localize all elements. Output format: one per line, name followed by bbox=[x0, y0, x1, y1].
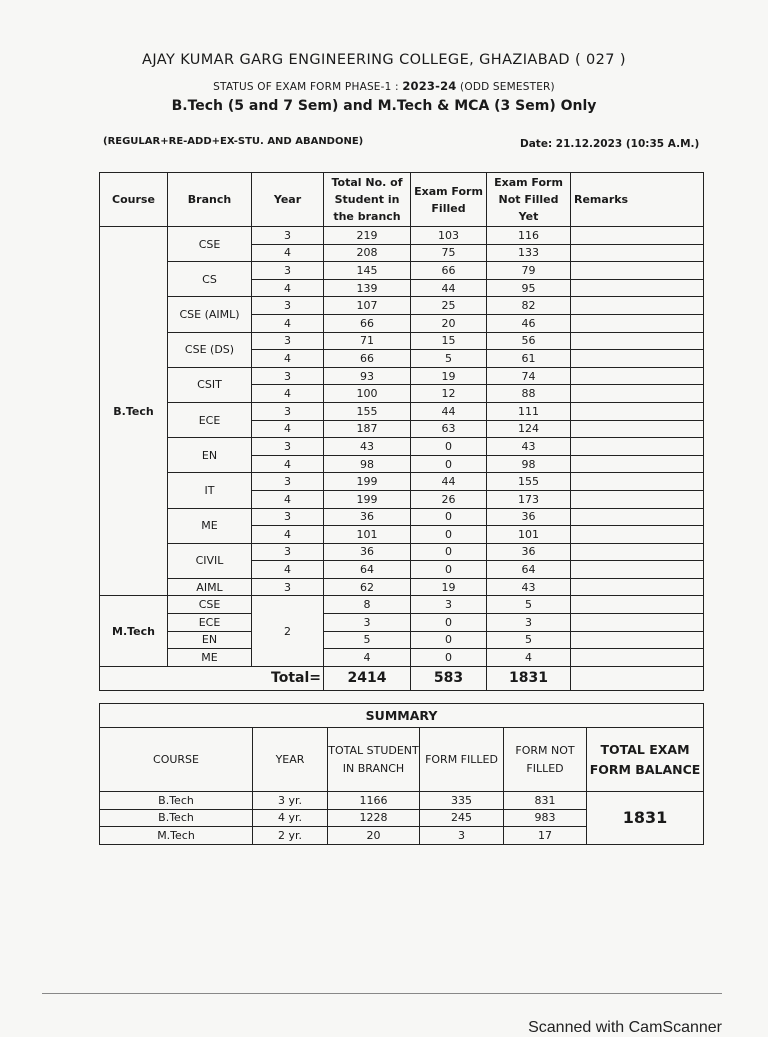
remarks-cell bbox=[571, 631, 704, 649]
remarks-cell bbox=[571, 526, 704, 544]
filled-cell: 66 bbox=[411, 262, 487, 280]
table-row bbox=[100, 508, 704, 526]
filled-cell: 20 bbox=[411, 314, 487, 332]
total-cell: 62 bbox=[324, 578, 411, 596]
filled-cell: 0 bbox=[411, 561, 487, 579]
summary-total: 20 bbox=[328, 827, 420, 845]
total-cell: 36 bbox=[324, 543, 411, 561]
filled-cell: 0 bbox=[411, 631, 487, 649]
summary-header-year: YEAR bbox=[253, 728, 328, 792]
total-cell: 98 bbox=[324, 455, 411, 473]
table-row bbox=[100, 473, 704, 491]
filled-cell: 63 bbox=[411, 420, 487, 438]
not-filled-cell: 56 bbox=[487, 332, 571, 350]
year-cell: 3 bbox=[252, 438, 324, 456]
year-cell: 4 bbox=[252, 314, 324, 332]
branch-cell: CSE (AIML) bbox=[168, 297, 252, 332]
total-cell: 155 bbox=[324, 402, 411, 420]
status-line bbox=[0, 79, 768, 93]
table-row bbox=[100, 262, 704, 280]
not-filled-cell: 98 bbox=[487, 455, 571, 473]
year-cell: 3 bbox=[252, 262, 324, 280]
total-cell: 36 bbox=[324, 508, 411, 526]
remarks-cell bbox=[571, 455, 704, 473]
year-cell: 4 bbox=[252, 455, 324, 473]
total-cell: 71 bbox=[324, 332, 411, 350]
summary-course: M.Tech bbox=[100, 827, 253, 845]
total-cell: 199 bbox=[324, 473, 411, 491]
not-filled-cell: 95 bbox=[487, 279, 571, 297]
year-cell: 3 bbox=[252, 543, 324, 561]
summary-not-filled: 831 bbox=[504, 792, 587, 810]
filled-cell: 44 bbox=[411, 279, 487, 297]
year-cell: 4 bbox=[252, 279, 324, 297]
total-cell: 208 bbox=[324, 244, 411, 262]
not-filled-cell: 88 bbox=[487, 385, 571, 403]
table-row bbox=[100, 438, 704, 456]
year-cell: 4 bbox=[252, 526, 324, 544]
total-cell: 43 bbox=[324, 438, 411, 456]
total-cell: 187 bbox=[324, 420, 411, 438]
exam-form-status-table bbox=[99, 172, 704, 691]
not-filled-cell: 36 bbox=[487, 543, 571, 561]
summary-header-total: TOTAL STUDENT IN BRANCH bbox=[328, 728, 420, 792]
summary-year: 2 yr. bbox=[253, 827, 328, 845]
total-cell: 64 bbox=[324, 561, 411, 579]
branch-cell: CSE (DS) bbox=[168, 332, 252, 367]
branch-cell: ME bbox=[168, 649, 252, 667]
table-row bbox=[100, 614, 704, 632]
total-cell: 66 bbox=[324, 350, 411, 368]
year-cell: 2 bbox=[252, 596, 324, 666]
course-cell: M.Tech bbox=[100, 596, 168, 666]
remarks-cell bbox=[571, 420, 704, 438]
filled-cell: 0 bbox=[411, 508, 487, 526]
table-row bbox=[100, 543, 704, 561]
report-date: Date: 21.12.2023 (10:35 A.M.) bbox=[520, 138, 700, 150]
branch-cell: ECE bbox=[168, 614, 252, 632]
year-cell: 4 bbox=[252, 561, 324, 579]
not-filled-cell: 74 bbox=[487, 367, 571, 385]
table-row bbox=[100, 631, 704, 649]
total-cell: 66 bbox=[324, 314, 411, 332]
summary-year: 4 yr. bbox=[253, 809, 328, 827]
filled-cell: 0 bbox=[411, 438, 487, 456]
remarks-cell bbox=[571, 649, 704, 667]
year-cell: 3 bbox=[252, 578, 324, 596]
summary-filled: 3 bbox=[420, 827, 504, 845]
table-row bbox=[100, 402, 704, 420]
programs-subtitle: B.Tech (5 and 7 Sem) and M.Tech & MCA (3 Sem) Only bbox=[171, 98, 597, 114]
header-remarks: Remarks bbox=[571, 173, 704, 227]
not-filled-cell: 111 bbox=[487, 402, 571, 420]
remarks-cell bbox=[571, 543, 704, 561]
not-filled-cell: 124 bbox=[487, 420, 571, 438]
remarks-cell bbox=[571, 297, 704, 315]
not-filled-cell: 3 bbox=[487, 614, 571, 632]
branch-cell: ME bbox=[168, 508, 252, 543]
year-cell: 4 bbox=[252, 244, 324, 262]
filled-cell: 19 bbox=[411, 367, 487, 385]
not-filled-cell: 46 bbox=[487, 314, 571, 332]
year-cell: 3 bbox=[252, 367, 324, 385]
summary-total: 1166 bbox=[328, 792, 420, 810]
summary-not-filled: 983 bbox=[504, 809, 587, 827]
branch-cell: AIML bbox=[168, 578, 252, 596]
table-row bbox=[100, 596, 704, 614]
not-filled-cell: 133 bbox=[487, 244, 571, 262]
header-form-filled: Exam Form Filled bbox=[411, 173, 487, 227]
table-row bbox=[100, 578, 704, 596]
header-year: Year bbox=[252, 173, 324, 227]
header-course: Course bbox=[100, 173, 168, 227]
total-cell: 139 bbox=[324, 279, 411, 297]
filled-cell: 12 bbox=[411, 385, 487, 403]
filled-cell: 0 bbox=[411, 614, 487, 632]
remarks-cell bbox=[571, 244, 704, 262]
filled-cell: 5 bbox=[411, 350, 487, 368]
not-filled-cell: 4 bbox=[487, 649, 571, 667]
not-filled-cell: 36 bbox=[487, 508, 571, 526]
year-cell: 4 bbox=[252, 490, 324, 508]
student-category: (REGULAR+RE-ADD+EX-STU. AND ABANDONE) bbox=[103, 136, 364, 147]
year-cell: 3 bbox=[252, 297, 324, 315]
year-cell: 4 bbox=[252, 350, 324, 368]
summary-filled: 245 bbox=[420, 809, 504, 827]
remarks-cell bbox=[571, 332, 704, 350]
header-branch: Branch bbox=[168, 173, 252, 227]
total-cell: 145 bbox=[324, 262, 411, 280]
remarks-cell bbox=[571, 262, 704, 280]
remarks-cell bbox=[571, 227, 704, 245]
filled-cell: 0 bbox=[411, 543, 487, 561]
remarks-cell bbox=[571, 578, 704, 596]
remarks-cell bbox=[571, 666, 704, 690]
total-cell: 107 bbox=[324, 297, 411, 315]
not-filled-cell: 82 bbox=[487, 297, 571, 315]
filled-cell: 26 bbox=[411, 490, 487, 508]
year-cell: 3 bbox=[252, 227, 324, 245]
remarks-cell bbox=[571, 402, 704, 420]
status-suffix: (ODD SEMESTER) bbox=[456, 81, 555, 93]
branch-cell: EN bbox=[168, 438, 252, 473]
branch-cell: IT bbox=[168, 473, 252, 508]
branch-cell: CIVIL bbox=[168, 543, 252, 578]
remarks-cell bbox=[571, 561, 704, 579]
summary-header-row bbox=[100, 728, 704, 792]
status-prefix: STATUS OF EXAM FORM PHASE-1 : bbox=[213, 81, 403, 93]
branch-cell: CSE bbox=[168, 596, 252, 614]
page-bottom-rule bbox=[42, 993, 722, 994]
college-title: AJAY KUMAR GARG ENGINEERING COLLEGE, GHAZIABAD ( 027 ) bbox=[142, 52, 626, 68]
year-cell: 4 bbox=[252, 385, 324, 403]
remarks-cell bbox=[571, 473, 704, 491]
summary-course: B.Tech bbox=[100, 792, 253, 810]
not-filled-cell: 155 bbox=[487, 473, 571, 491]
total-cell: 101 bbox=[324, 526, 411, 544]
total-cell: 4 bbox=[324, 649, 411, 667]
table-row bbox=[100, 367, 704, 385]
summary-header-balance: TOTAL EXAM FORM BALANCE bbox=[587, 728, 704, 792]
total-cell: 93 bbox=[324, 367, 411, 385]
not-filled-cell: 5 bbox=[487, 631, 571, 649]
course-cell: B.Tech bbox=[100, 227, 168, 596]
remarks-cell bbox=[571, 367, 704, 385]
not-filled-cell: 43 bbox=[487, 438, 571, 456]
table-body bbox=[100, 227, 704, 691]
remarks-cell bbox=[571, 490, 704, 508]
filled-cell: 44 bbox=[411, 473, 487, 491]
year-cell: 3 bbox=[252, 332, 324, 350]
grand-total: 2414 bbox=[324, 666, 411, 690]
summary-header-filled: FORM FILLED bbox=[420, 728, 504, 792]
header-form-not-filled: Exam Form Not Filled Yet bbox=[487, 173, 571, 227]
summary-row bbox=[100, 792, 704, 810]
table-row bbox=[100, 332, 704, 350]
filled-cell: 25 bbox=[411, 297, 487, 315]
remarks-cell bbox=[571, 279, 704, 297]
not-filled-cell: 101 bbox=[487, 526, 571, 544]
summary-header-not-filled: FORM NOT FILLED bbox=[504, 728, 587, 792]
filled-cell: 0 bbox=[411, 455, 487, 473]
filled-cell: 103 bbox=[411, 227, 487, 245]
total-cell: 5 bbox=[324, 631, 411, 649]
remarks-cell bbox=[571, 350, 704, 368]
year-cell: 3 bbox=[252, 402, 324, 420]
remarks-cell bbox=[571, 614, 704, 632]
scanner-watermark: Scanned with CamScanner bbox=[528, 1019, 722, 1036]
grand-not-filled: 1831 bbox=[487, 666, 571, 690]
header-total-students: Total No. of Student in the branch bbox=[324, 173, 411, 227]
branch-cell: EN bbox=[168, 631, 252, 649]
remarks-cell bbox=[571, 438, 704, 456]
remarks-cell bbox=[571, 508, 704, 526]
filled-cell: 0 bbox=[411, 649, 487, 667]
total-cell: 100 bbox=[324, 385, 411, 403]
summary-header-course: COURSE bbox=[100, 728, 253, 792]
year-cell: 3 bbox=[252, 473, 324, 491]
year-cell: 4 bbox=[252, 420, 324, 438]
branch-cell: CS bbox=[168, 262, 252, 297]
total-label: Total= bbox=[100, 666, 324, 690]
table-header-row bbox=[100, 173, 704, 227]
filled-cell: 3 bbox=[411, 596, 487, 614]
summary-total: 1228 bbox=[328, 809, 420, 827]
summary-course: B.Tech bbox=[100, 809, 253, 827]
not-filled-cell: 173 bbox=[487, 490, 571, 508]
summary-title: SUMMARY bbox=[100, 704, 704, 728]
remarks-cell bbox=[571, 596, 704, 614]
filled-cell: 44 bbox=[411, 402, 487, 420]
not-filled-cell: 64 bbox=[487, 561, 571, 579]
table-row bbox=[100, 649, 704, 667]
summary-balance: 1831 bbox=[587, 792, 704, 845]
not-filled-cell: 79 bbox=[487, 262, 571, 280]
remarks-cell bbox=[571, 314, 704, 332]
not-filled-cell: 5 bbox=[487, 596, 571, 614]
total-cell: 3 bbox=[324, 614, 411, 632]
filled-cell: 19 bbox=[411, 578, 487, 596]
total-cell: 219 bbox=[324, 227, 411, 245]
total-cell: 199 bbox=[324, 490, 411, 508]
summary-year: 3 yr. bbox=[253, 792, 328, 810]
status-year: 2023-24 bbox=[402, 79, 457, 93]
branch-cell: CSE bbox=[168, 227, 252, 262]
filled-cell: 0 bbox=[411, 526, 487, 544]
summary-filled: 335 bbox=[420, 792, 504, 810]
branch-cell: ECE bbox=[168, 402, 252, 437]
remarks-cell bbox=[571, 385, 704, 403]
table-row bbox=[100, 297, 704, 315]
year-cell: 3 bbox=[252, 508, 324, 526]
branch-cell: CSIT bbox=[168, 367, 252, 402]
total-cell: 8 bbox=[324, 596, 411, 614]
summary-not-filled: 17 bbox=[504, 827, 587, 845]
not-filled-cell: 43 bbox=[487, 578, 571, 596]
summary-title-row bbox=[100, 704, 704, 728]
not-filled-cell: 116 bbox=[487, 227, 571, 245]
filled-cell: 15 bbox=[411, 332, 487, 350]
total-row bbox=[100, 666, 704, 690]
filled-cell: 75 bbox=[411, 244, 487, 262]
grand-filled: 583 bbox=[411, 666, 487, 690]
summary-table bbox=[99, 703, 704, 845]
table-row bbox=[100, 227, 704, 245]
not-filled-cell: 61 bbox=[487, 350, 571, 368]
